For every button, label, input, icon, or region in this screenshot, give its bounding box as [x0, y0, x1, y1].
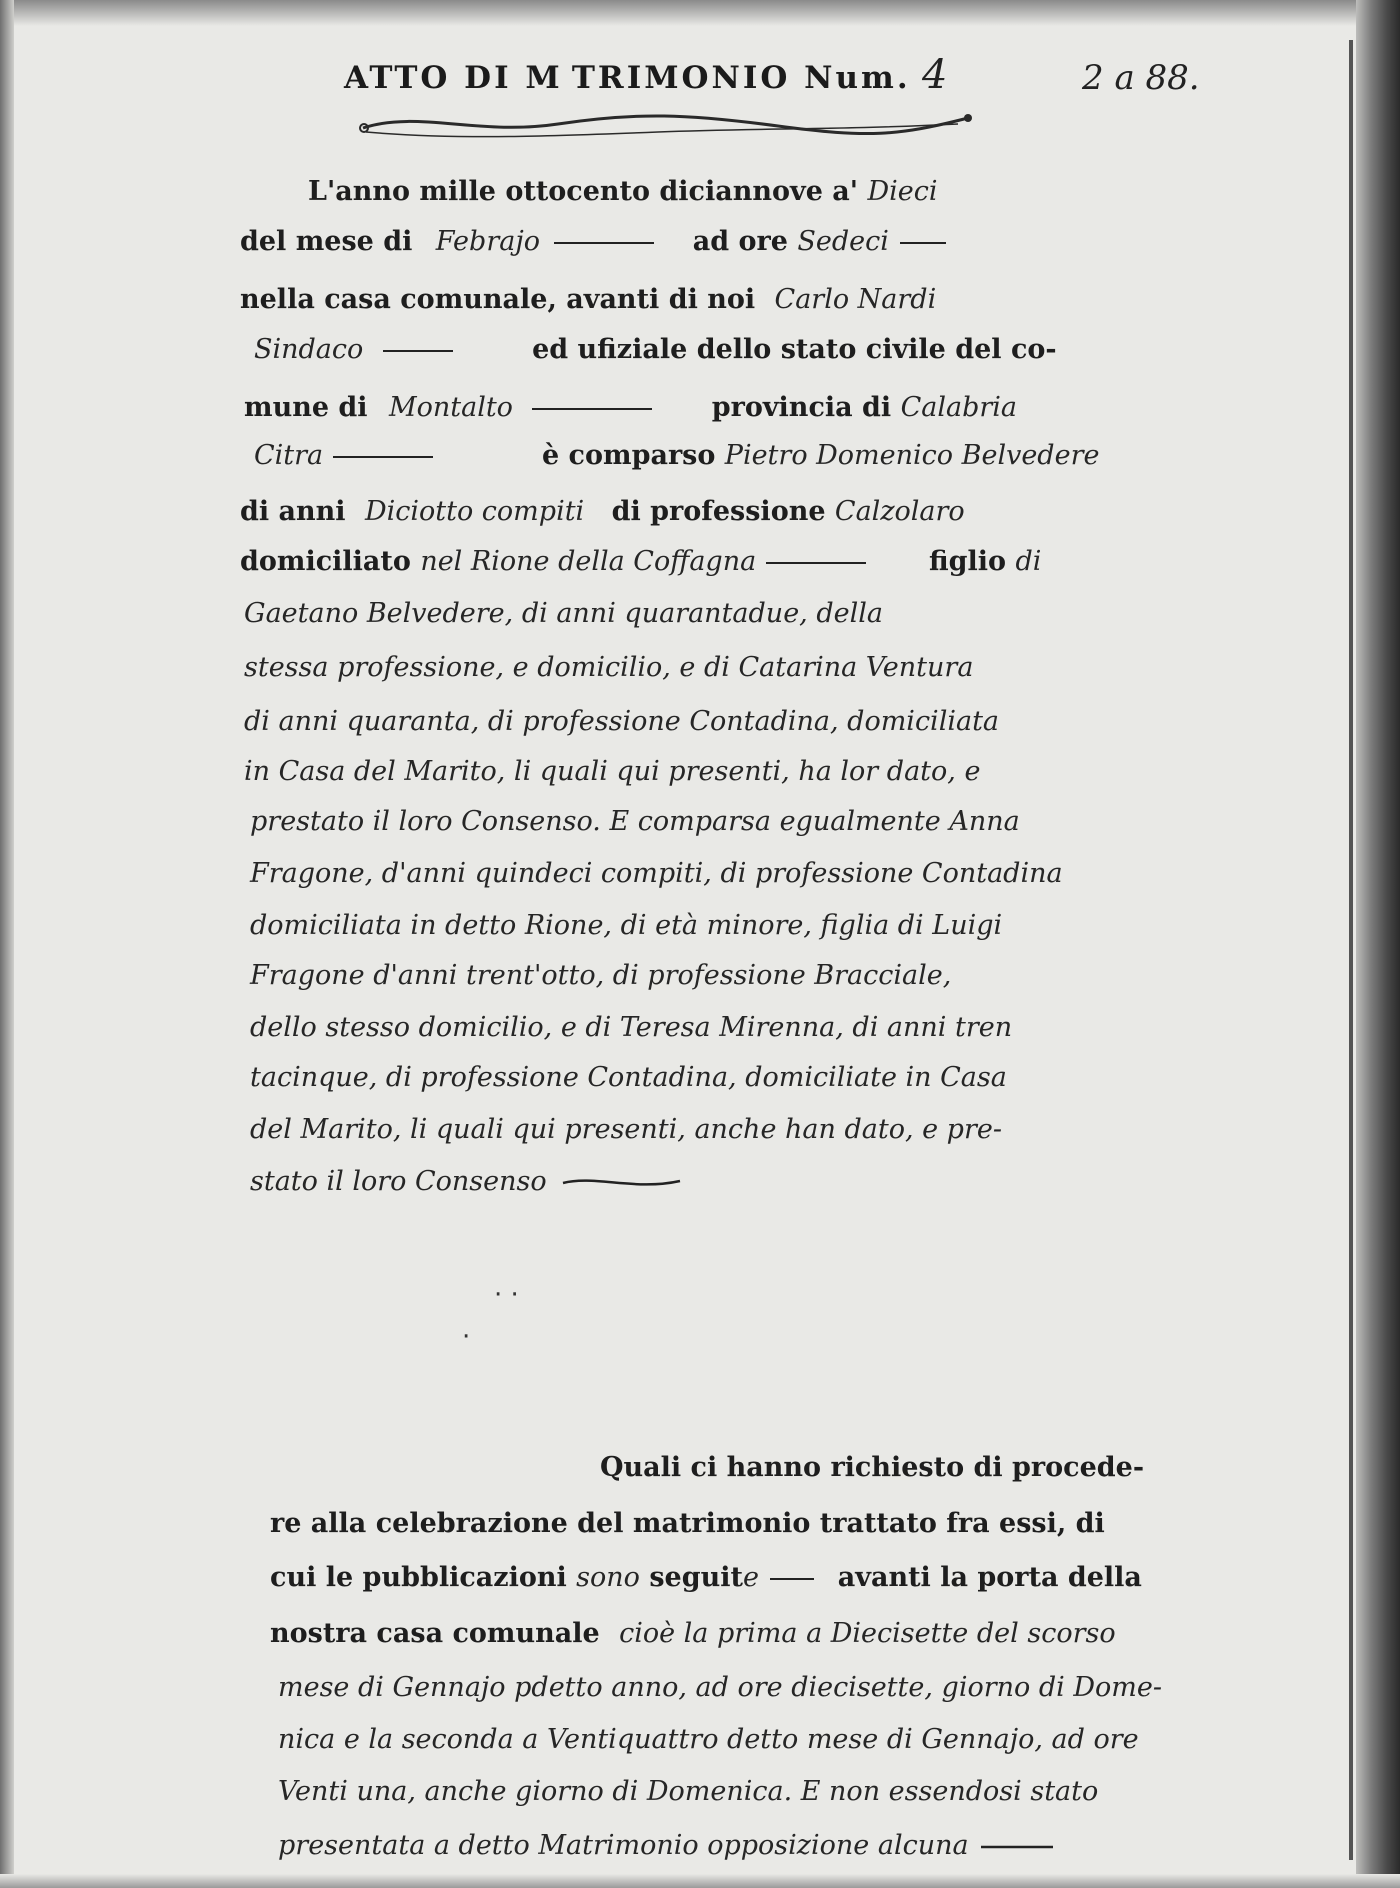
- scan-bottom-edge: [0, 1874, 1400, 1888]
- handwritten-line: del Marito, li quali qui presenti, anche han dato, e pre-: [250, 1114, 1002, 1145]
- form-line-2: [240, 226, 948, 257]
- printed-domiciliato-label: domiciliato: [240, 546, 411, 577]
- handwritten-line: prestato il loro Consenso. E comparsa egualmente Anna: [250, 806, 1020, 837]
- form-line-q1: [600, 1452, 1144, 1483]
- scan-top-edge: [0, 0, 1400, 26]
- handwritten-line: nica e la seconda a Ventiquattro detto mese di Gennajo, ad ore: [278, 1724, 1139, 1755]
- form-line-5: [244, 392, 1017, 423]
- printed-celebrazione-text: re alla celebrazione del matrimonio trattato fra essi, di: [270, 1508, 1105, 1539]
- filled-groom-domicile: nel Rione della Coffagna: [420, 546, 757, 577]
- filled-sono: sono: [576, 1562, 640, 1593]
- filled-groom-age: Diciotto compiti: [364, 496, 585, 527]
- form-line-1: [308, 176, 937, 207]
- handwritten-line: tacinque, di professione Contadina, domiciliate in Casa: [250, 1062, 1007, 1093]
- printed-pubblicazioni-text: cui le pubblicazioni: [270, 1562, 567, 1593]
- closing-flourish: [555, 1173, 685, 1193]
- reference-note: 2 a 88.: [1082, 58, 1200, 98]
- printed-hour-label: ad ore: [692, 226, 788, 257]
- printed-porta-text: avanti la porta della: [837, 1562, 1142, 1593]
- filled-hour: Sedeci: [797, 226, 889, 257]
- handwritten-line: Venti una, anche giorno di Domenica. E non essendosi stato: [278, 1776, 1099, 1807]
- document-title: ATTO DI M TRIMONIO Num.: [344, 60, 911, 96]
- filled-official-name: Carlo Nardi: [774, 284, 937, 315]
- book-binding: [1356, 0, 1400, 1888]
- form-line-7: [240, 496, 965, 527]
- filled-figlio-di: di: [1015, 546, 1042, 577]
- filled-e: e: [742, 1562, 759, 1593]
- printed-month-label: del mese di: [240, 226, 413, 257]
- filled-province-2: Citra: [254, 440, 324, 471]
- printed-figlio-label: figlio: [929, 546, 1007, 577]
- fill-dash: [549, 237, 659, 249]
- scan-left-edge: [0, 0, 14, 1888]
- printed-ufiziale-text: ed ufiziale dello stato civile del co-: [532, 334, 1057, 365]
- act-number: 4: [922, 52, 948, 98]
- printed-nostra-casa-text: nostra casa comunale: [270, 1618, 600, 1649]
- handwritten-line: Fragone d'anni trent'otto, di professione Bracciale,: [250, 960, 952, 991]
- handwritten-line: dello stesso domicilio, e di Teresa Mirenna, di anni tren: [250, 1012, 1013, 1043]
- handwritten-line: di anni quaranta, di professione Contadina, domiciliata: [244, 706, 1000, 737]
- form-line-3: [240, 284, 936, 315]
- printed-quali-text: Quali ci hanno richiesto di procede-: [600, 1452, 1145, 1483]
- filled-day: Dieci: [867, 176, 938, 207]
- handwritten-line: [278, 1830, 1057, 1861]
- title-flourish: [358, 106, 978, 146]
- printed-provincia-label: provincia di: [711, 392, 892, 423]
- handwritten-line: [250, 1166, 685, 1197]
- stray-dots: · ·: [494, 1280, 519, 1310]
- fill-dash: [766, 557, 876, 569]
- printed-professione-label: di professione: [611, 496, 826, 527]
- fill-dash: [333, 451, 443, 463]
- binding-line: [1349, 40, 1353, 1860]
- filled-commune: Montalto: [388, 392, 513, 423]
- fill-dash: [522, 403, 662, 415]
- handwritten-line: mese di Gennajo pdetto anno, ad ore diecisette, giorno di Dome-: [278, 1672, 1162, 1703]
- filled-groom-profession: Calzolaro: [834, 496, 965, 527]
- form-line-q2: [270, 1508, 1105, 1539]
- handwritten-line: in Casa del Marito, li quali qui presenti, ha lor dato, e: [244, 756, 981, 787]
- form-line-4: [254, 334, 1057, 365]
- handwritten-line: stessa professione, e domicilio, e di Catarina Ventura: [244, 652, 974, 683]
- handwritten-line: domiciliata in detto Rione, di età minore, figlia di Luigi: [250, 910, 1003, 941]
- fill-dash: [373, 345, 463, 357]
- printed-casa-text: nella casa comunale, avanti di noi: [240, 284, 756, 315]
- filled-prima-pubblicazione: cioè la prima a Diecisette del scorso: [619, 1618, 1116, 1649]
- printed-comune-label: mune di: [244, 392, 368, 423]
- form-line-8: [240, 546, 1041, 577]
- filled-month: Febrajo: [435, 226, 540, 257]
- closing-dash: [977, 1839, 1057, 1855]
- handwritten-line: Fragone, d'anni quindeci compiti, di professione Contadina: [250, 858, 1063, 889]
- form-line-q3: [270, 1562, 1142, 1593]
- printed-year-text: L'anno mille ottocento diciannove a': [308, 176, 859, 207]
- handwritten-line: Gaetano Belvedere, di anni quarantadue, della: [244, 598, 883, 629]
- fill-dash: [768, 1573, 818, 1585]
- printed-seguit-text: seguit: [649, 1562, 743, 1593]
- printed-anni-label: di anni: [240, 496, 346, 527]
- filled-province: Calabria: [900, 392, 1017, 423]
- stray-dot: ·: [462, 1322, 471, 1352]
- form-line-q4: [270, 1618, 1116, 1649]
- form-line-6: [254, 440, 1099, 471]
- fill-dash: [898, 237, 948, 249]
- filled-groom-name: Pietro Domenico Belvedere: [724, 440, 1100, 471]
- filled-official-title: Sindaco: [254, 334, 364, 365]
- handwritten-line-end: presentata a detto Matrimonio opposizione alcuna: [278, 1830, 969, 1861]
- printed-comparso-text: è comparso: [541, 440, 716, 471]
- handwritten-line-end: stato il loro Consenso: [250, 1166, 547, 1197]
